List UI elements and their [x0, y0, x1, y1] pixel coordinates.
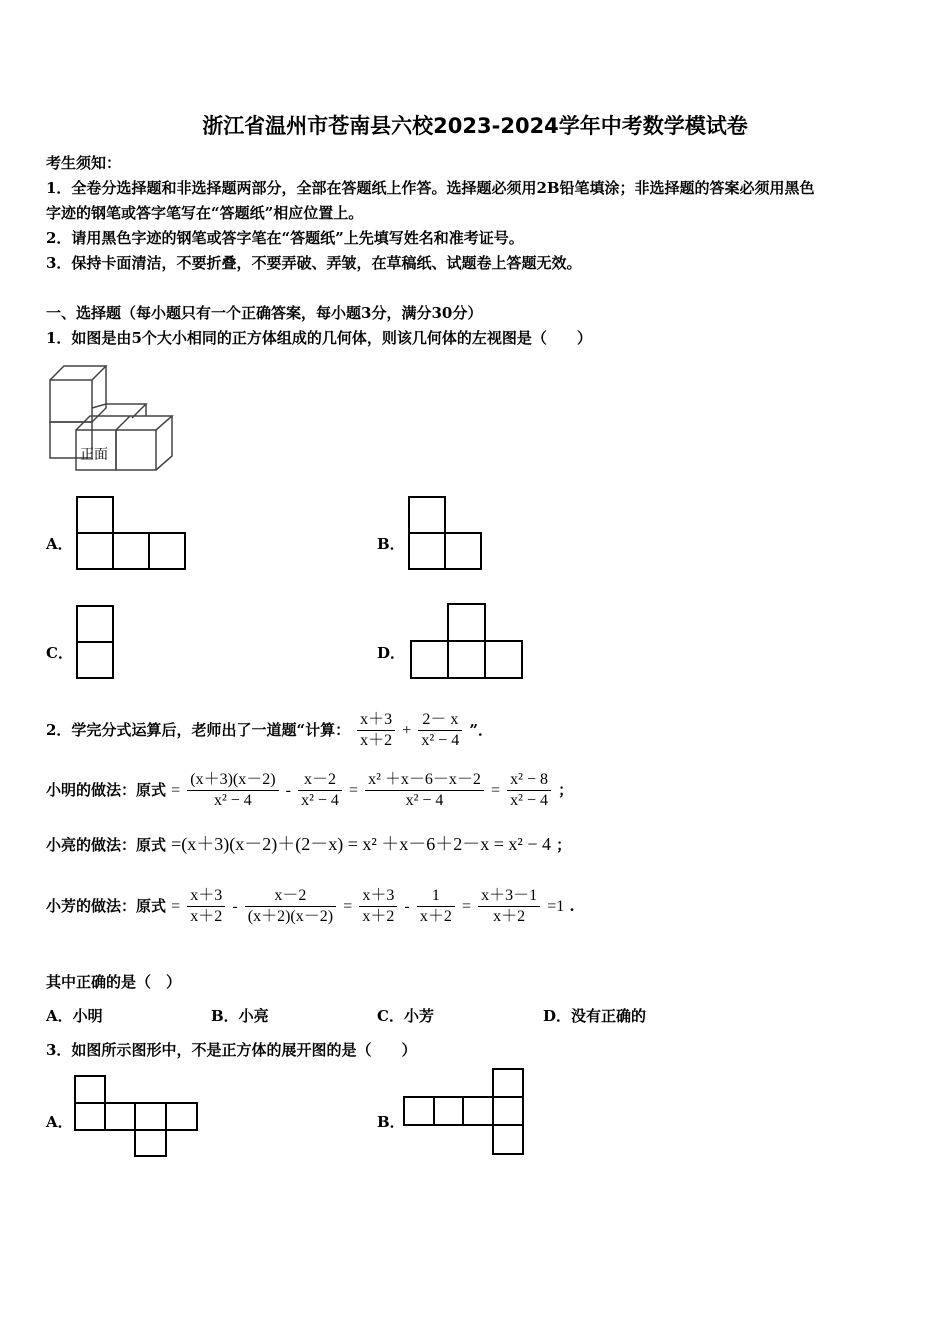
xiaoliang-label: 小亮的做法：原式 — [46, 836, 167, 854]
front-label: 正面 — [80, 447, 108, 463]
q1-option-c-figure[interactable] — [76, 605, 116, 681]
q2-choice-d[interactable]: D．没有正确的 — [543, 1007, 647, 1025]
semicolon: ； — [556, 836, 572, 854]
xm-fraction-4: $\frac{\text{x² − 8}}{\text{x² − 4}}$ — [507, 770, 551, 811]
q3-stem: 3．如图所示图形中，不是正方体的展开图的是（ ） — [46, 1041, 417, 1059]
equals-sign: = — [171, 782, 181, 799]
equals-one: =1 — [547, 898, 565, 915]
equals-sign: = — [171, 898, 181, 915]
q3-option-b-net[interactable] — [403, 1068, 527, 1158]
notice-item-3: 3．保持卡面清洁，不要折叠，不要弄破、弄皱，在草稿纸、试题卷上答题无效。 — [46, 254, 582, 272]
xf-fraction-3: $\frac{x+3}{x+2}$ — [359, 886, 397, 927]
q1-option-b-label: B． — [377, 535, 405, 553]
q1-stem: 1．如图是由5个大小相同的正方体组成的几何体，则该几何体的左视图是（ ） — [46, 329, 592, 347]
q1-option-d-figure[interactable] — [410, 603, 526, 681]
xiaofang-label: 小芳的做法：原式 — [46, 897, 167, 915]
q2-stem-suffix: ”． — [469, 721, 493, 739]
section-heading: 一、选择题（每小题只有一个正确答案，每小题3分，满分30分） — [46, 304, 483, 322]
equals-sign: = — [343, 898, 353, 915]
minus-sign: - — [404, 898, 410, 915]
q3-option-a-label: A． — [46, 1113, 73, 1131]
q1-option-d-label: D． — [377, 644, 406, 662]
xm-fraction-2: $\frac{x-2}{\text{x² − 4}}$ — [298, 770, 342, 811]
xf-fraction-1: $\frac{x+3}{x+2}$ — [187, 886, 225, 927]
q2-question: 其中正确的是（ ） — [46, 973, 182, 991]
xiaoliang-method — [46, 830, 571, 856]
q2-stem — [46, 710, 493, 751]
page-title: 浙江省温州市苍南县六校2023-2024学年中考数学模试卷 — [202, 114, 748, 138]
xf-fraction-2: $\frac{x-2}{(x+2)(x-2)}$ — [245, 886, 336, 927]
xm-fraction-1: $\frac{(x+3)(x-2)}{\text{x² − 4}}$ — [187, 770, 278, 811]
q2-fraction-1: $\frac{x+3}{x+2}$ — [357, 710, 395, 751]
notice-item-2: 2．请用黑色字迹的钢笔或答字笔在“答题纸”上先填写姓名和准考证号。 — [46, 229, 524, 247]
q2-stem-prefix: 2．学完分式运算后，老师出了一道题“计算： — [46, 721, 351, 739]
minus-sign: - — [232, 898, 238, 915]
q1-option-b-figure[interactable] — [408, 496, 484, 572]
semicolon: ； — [558, 781, 574, 799]
q2-choice-c[interactable]: C．小芳 — [377, 1007, 434, 1025]
equals-sign: = — [349, 782, 359, 799]
xf-fraction-5: $\frac{x+3-1}{x+2}$ — [478, 886, 540, 927]
equals-sign: = — [491, 782, 501, 799]
plus-sign: + — [402, 722, 412, 739]
q1-option-a-label: A． — [46, 535, 73, 553]
xiaoliang-expression: =(x＋3)(x－2)＋(2－x) = x² ＋x－6＋2－x = x² − 4 — [171, 834, 551, 854]
period: . — [569, 897, 575, 915]
xm-fraction-3: $\frac{\text{x² ＋x－6－x－2}}{\text{x² − 4}}$ — [365, 770, 484, 811]
q2-choice-a[interactable]: A．小明 — [46, 1007, 103, 1025]
notice-item-1-cont: 字迹的钢笔或答字笔写在“答题纸”相应位置上。 — [46, 204, 364, 222]
equals-sign: = — [461, 898, 471, 915]
q1-option-a-figure[interactable] — [76, 496, 188, 572]
q1-solid-figure — [46, 362, 176, 474]
xiaoming-label: 小明的做法：原式 — [46, 781, 167, 799]
xf-fraction-4: $\frac{1}{x+2}$ — [417, 886, 455, 927]
minus-sign: - — [285, 782, 291, 799]
xiaoming-method — [46, 770, 573, 811]
q2-choice-b[interactable]: B．小亮 — [211, 1007, 269, 1025]
q2-fraction-2: $\frac{2- x}{\text{x² − 4}}$ — [418, 710, 462, 751]
q3-option-b-label: B． — [377, 1113, 405, 1131]
q3-option-a-net[interactable] — [74, 1075, 202, 1159]
notice-heading: 考生须知： — [46, 154, 122, 172]
xiaofang-method — [46, 886, 575, 927]
q1-option-c-label: C． — [46, 644, 73, 662]
notice-item-1: 1．全卷分选择题和非选择题两部分，全部在答题纸上作答。选择题必须用2B铅笔填涂；非选择题的答案必须用黑色 — [46, 179, 815, 197]
